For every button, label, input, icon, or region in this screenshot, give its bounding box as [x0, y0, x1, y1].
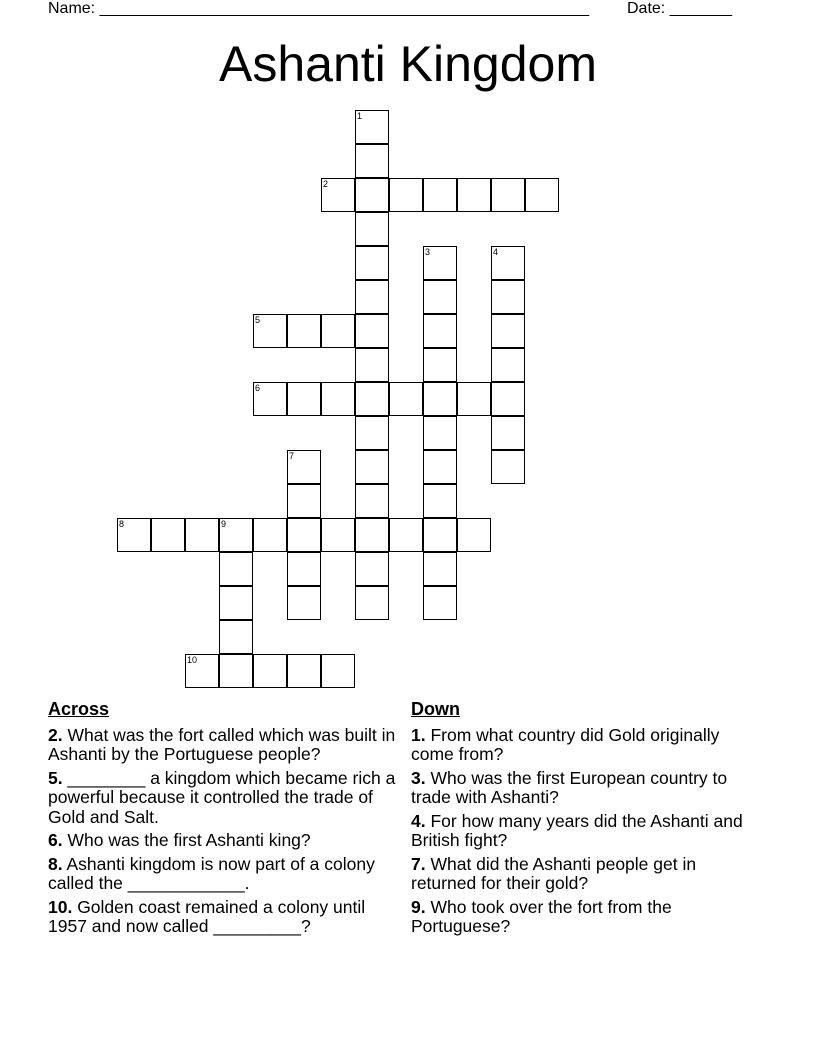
clue-number-label: 10 — [187, 655, 198, 665]
crossword-cell[interactable] — [321, 382, 355, 416]
clue-text: For how many years did the Ashanti and British fight? — [411, 810, 743, 850]
clue-number: 10. — [48, 896, 73, 917]
crossword-cell[interactable] — [457, 518, 491, 552]
crossword-cell[interactable] — [355, 348, 389, 382]
crossword-cell[interactable] — [423, 382, 457, 416]
clue-item — [48, 855, 398, 894]
down-heading: Down — [411, 699, 460, 719]
crossword-cell[interactable] — [423, 416, 457, 450]
clue-item — [48, 769, 398, 828]
clue-number-label: 9 — [221, 519, 227, 529]
clue-number: 5. — [48, 767, 63, 788]
crossword-cell[interactable] — [355, 518, 389, 552]
crossword-cell[interactable] — [491, 348, 525, 382]
clue-number-label: 8 — [119, 519, 125, 529]
across-clues — [48, 700, 398, 941]
crossword-cell[interactable] — [457, 178, 491, 212]
clue-number-label: 4 — [493, 247, 499, 257]
crossword-cell[interactable] — [423, 314, 457, 348]
crossword-cell[interactable] — [423, 246, 457, 280]
clue-text: From what country did Gold originally come from? — [411, 724, 720, 764]
crossword-cell[interactable] — [423, 518, 457, 552]
crossword-cell[interactable] — [287, 654, 321, 688]
crossword-cell[interactable] — [253, 314, 287, 348]
across-heading: Across — [48, 699, 110, 719]
crossword-cell[interactable] — [423, 178, 457, 212]
crossword-cell[interactable] — [525, 178, 559, 212]
crossword-cell[interactable] — [491, 178, 525, 212]
date-field-label[interactable]: Date: _______ — [627, 0, 732, 17]
clue-number: 1. — [411, 724, 426, 745]
crossword-cell[interactable] — [151, 518, 185, 552]
clue-number-label: 2 — [323, 179, 329, 189]
crossword-cell[interactable] — [355, 552, 389, 586]
crossword-cell[interactable] — [389, 382, 423, 416]
crossword-cell[interactable] — [355, 178, 389, 212]
crossword-cell[interactable] — [491, 314, 525, 348]
crossword-cell[interactable] — [287, 314, 321, 348]
clue-text: Golden coast remained a colony until 1957 and now called _________? — [48, 896, 366, 936]
clue-item — [411, 812, 761, 851]
crossword-cell[interactable] — [287, 382, 321, 416]
clue-item — [48, 726, 398, 765]
crossword-cell[interactable] — [287, 450, 321, 484]
crossword-cell[interactable] — [253, 518, 287, 552]
crossword-cell[interactable] — [355, 246, 389, 280]
crossword-cell[interactable] — [355, 484, 389, 518]
crossword-cell[interactable] — [185, 518, 219, 552]
crossword-cell[interactable] — [219, 620, 253, 654]
clue-number: 4. — [411, 810, 426, 831]
crossword-cell[interactable] — [219, 552, 253, 586]
crossword-cell[interactable] — [491, 382, 525, 416]
clue-number: 3. — [411, 767, 426, 788]
crossword-cell[interactable] — [117, 518, 151, 552]
crossword-cell[interactable] — [321, 654, 355, 688]
crossword-cell[interactable] — [355, 110, 389, 144]
crossword-cell[interactable] — [355, 586, 389, 620]
crossword-cell[interactable] — [491, 246, 525, 280]
clue-number-label: 3 — [425, 247, 431, 257]
crossword-cell[interactable] — [321, 314, 355, 348]
clue-text: Who was the first Ashanti king? — [62, 830, 311, 850]
crossword-cell[interactable] — [355, 416, 389, 450]
clue-item — [411, 726, 761, 765]
crossword-cell[interactable] — [491, 416, 525, 450]
crossword-cell[interactable] — [355, 280, 389, 314]
crossword-cell[interactable] — [287, 552, 321, 586]
crossword-cell[interactable] — [219, 654, 253, 688]
crossword-cell[interactable] — [219, 518, 253, 552]
crossword-cell[interactable] — [423, 280, 457, 314]
crossword-cell[interactable] — [491, 280, 525, 314]
clue-number-label: 6 — [255, 383, 261, 393]
clue-text: What did the Ashanti people get in returned for their gold? — [411, 853, 697, 893]
clue-item — [48, 831, 398, 851]
clue-number-label: 5 — [255, 315, 261, 325]
crossword-cell[interactable] — [287, 484, 321, 518]
crossword-cell[interactable] — [355, 314, 389, 348]
crossword-cell[interactable] — [457, 382, 491, 416]
crossword-cell[interactable] — [321, 178, 355, 212]
clue-text: Who was the first European country to trade with Ashanti? — [411, 767, 728, 807]
page-title: Ashanti Kingdom — [218, 36, 597, 92]
crossword-cell[interactable] — [253, 382, 287, 416]
crossword-cell[interactable] — [423, 484, 457, 518]
crossword-cell[interactable] — [185, 654, 219, 688]
name-field-label[interactable]: Name: _______________________________________________________ — [48, 0, 589, 17]
clue-text: Ashanti kingdom is now part of a colony called the ____________. — [48, 853, 375, 893]
crossword-cell[interactable] — [321, 518, 355, 552]
crossword-cell[interactable] — [355, 144, 389, 178]
clue-number: 9. — [411, 896, 426, 917]
clue-item — [411, 855, 761, 894]
crossword-cell[interactable] — [355, 212, 389, 246]
crossword-cell[interactable] — [355, 382, 389, 416]
crossword-cell[interactable] — [389, 518, 423, 552]
clue-text: Who took over the fort from the Portuguese? — [411, 896, 672, 936]
worksheet-header — [0, 0, 816, 20]
crossword-cell[interactable] — [423, 450, 457, 484]
down-clues — [411, 700, 761, 941]
crossword-cell[interactable] — [423, 348, 457, 382]
crossword-cell[interactable] — [355, 450, 389, 484]
clue-number-label: 7 — [289, 451, 295, 461]
crossword-cell[interactable] — [287, 586, 321, 620]
clue-number: 7. — [411, 853, 426, 874]
clue-number-label: 1 — [357, 111, 363, 121]
clue-number: 6. — [48, 830, 63, 850]
clue-item — [411, 898, 761, 937]
clue-item — [411, 769, 761, 808]
clue-number: 2. — [48, 724, 63, 745]
clue-text: ________ a kingdom which became rich a powerful because it controlled the trade of Gold and Salt. — [48, 767, 396, 827]
crossword-cell[interactable] — [423, 552, 457, 586]
crossword-cell[interactable] — [219, 586, 253, 620]
clue-item — [48, 898, 398, 937]
clue-number: 8. — [48, 853, 63, 874]
crossword-cell[interactable] — [253, 654, 287, 688]
crossword-cell[interactable] — [389, 178, 423, 212]
clue-text: What was the fort called which was built in Ashanti by the Portuguese people? — [48, 724, 396, 764]
crossword-cell[interactable] — [423, 586, 457, 620]
crossword-cell[interactable] — [287, 518, 321, 552]
crossword-cell[interactable] — [491, 450, 525, 484]
